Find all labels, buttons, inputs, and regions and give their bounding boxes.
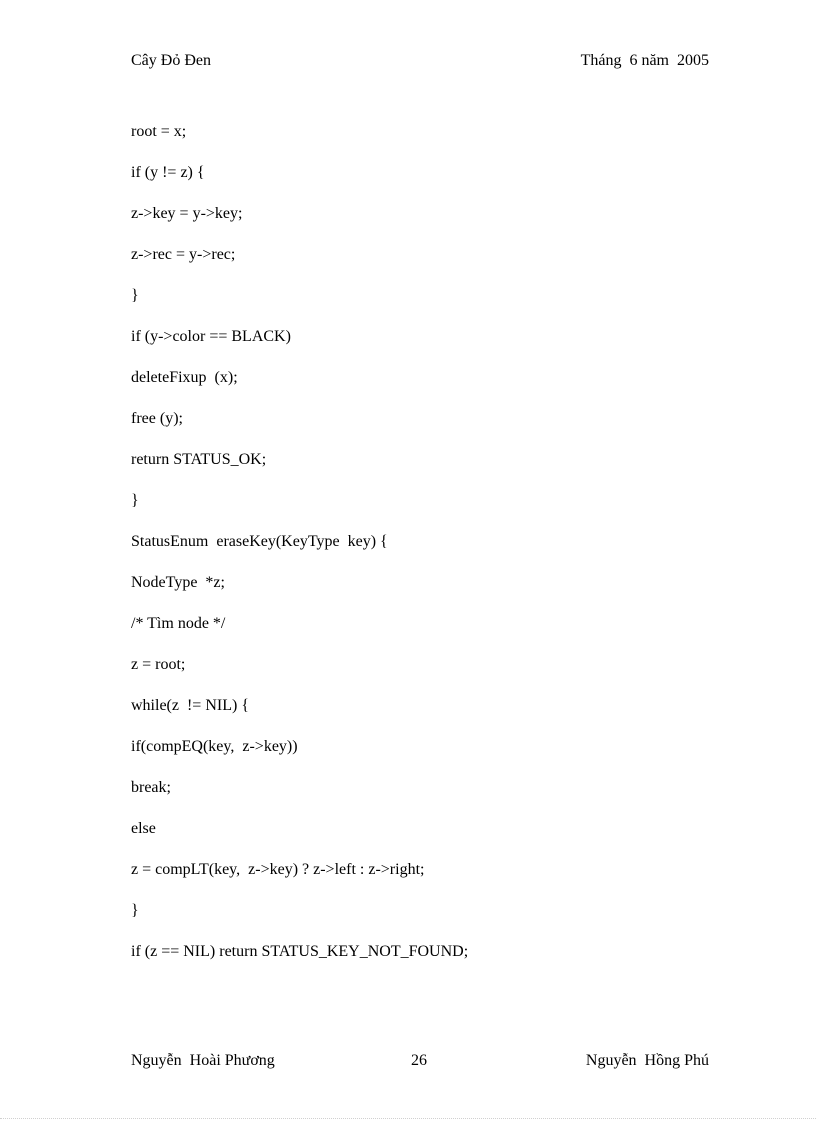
code-line: z = compLT(key, z->key) ? z->left : z->right; bbox=[131, 861, 425, 878]
code-line: /* Tìm node */ bbox=[131, 615, 226, 632]
code-line: if (y != z) { bbox=[131, 164, 205, 181]
page-footer bbox=[131, 1052, 709, 1074]
code-line: while(z != NIL) { bbox=[131, 697, 249, 714]
document-title: Cây Đỏ Đen bbox=[131, 52, 211, 69]
page-header bbox=[131, 52, 709, 74]
code-line: z->key = y->key; bbox=[131, 205, 243, 222]
code-line: } bbox=[131, 492, 139, 509]
document-date: Tháng 6 năm 2005 bbox=[580, 52, 709, 69]
code-line: } bbox=[131, 902, 139, 919]
code-line: StatusEnum eraseKey(KeyType key) { bbox=[131, 533, 388, 550]
code-line: } bbox=[131, 287, 139, 304]
code-line: if(compEQ(key, z->key)) bbox=[131, 738, 298, 755]
page-number: 26 bbox=[411, 1052, 427, 1069]
page-bottom-divider bbox=[0, 1118, 816, 1119]
code-line: z = root; bbox=[131, 656, 186, 673]
code-listing bbox=[131, 121, 731, 982]
code-line: break; bbox=[131, 779, 171, 796]
code-line: else bbox=[131, 820, 156, 837]
code-line: if (y->color == BLACK) bbox=[131, 328, 291, 345]
code-line: root = x; bbox=[131, 123, 187, 140]
code-line: if (z == NIL) return STATUS_KEY_NOT_FOUND; bbox=[131, 943, 469, 960]
code-line: free (y); bbox=[131, 410, 183, 427]
code-line: NodeType *z; bbox=[131, 574, 225, 591]
footer-author-left: Nguyễn Hoài Phương bbox=[131, 1052, 275, 1069]
footer-author-right: Nguyễn Hồng Phú bbox=[585, 1052, 709, 1069]
code-line: deleteFixup (x); bbox=[131, 369, 238, 386]
code-line: return STATUS_OK; bbox=[131, 451, 267, 468]
code-line: z->rec = y->rec; bbox=[131, 246, 236, 263]
